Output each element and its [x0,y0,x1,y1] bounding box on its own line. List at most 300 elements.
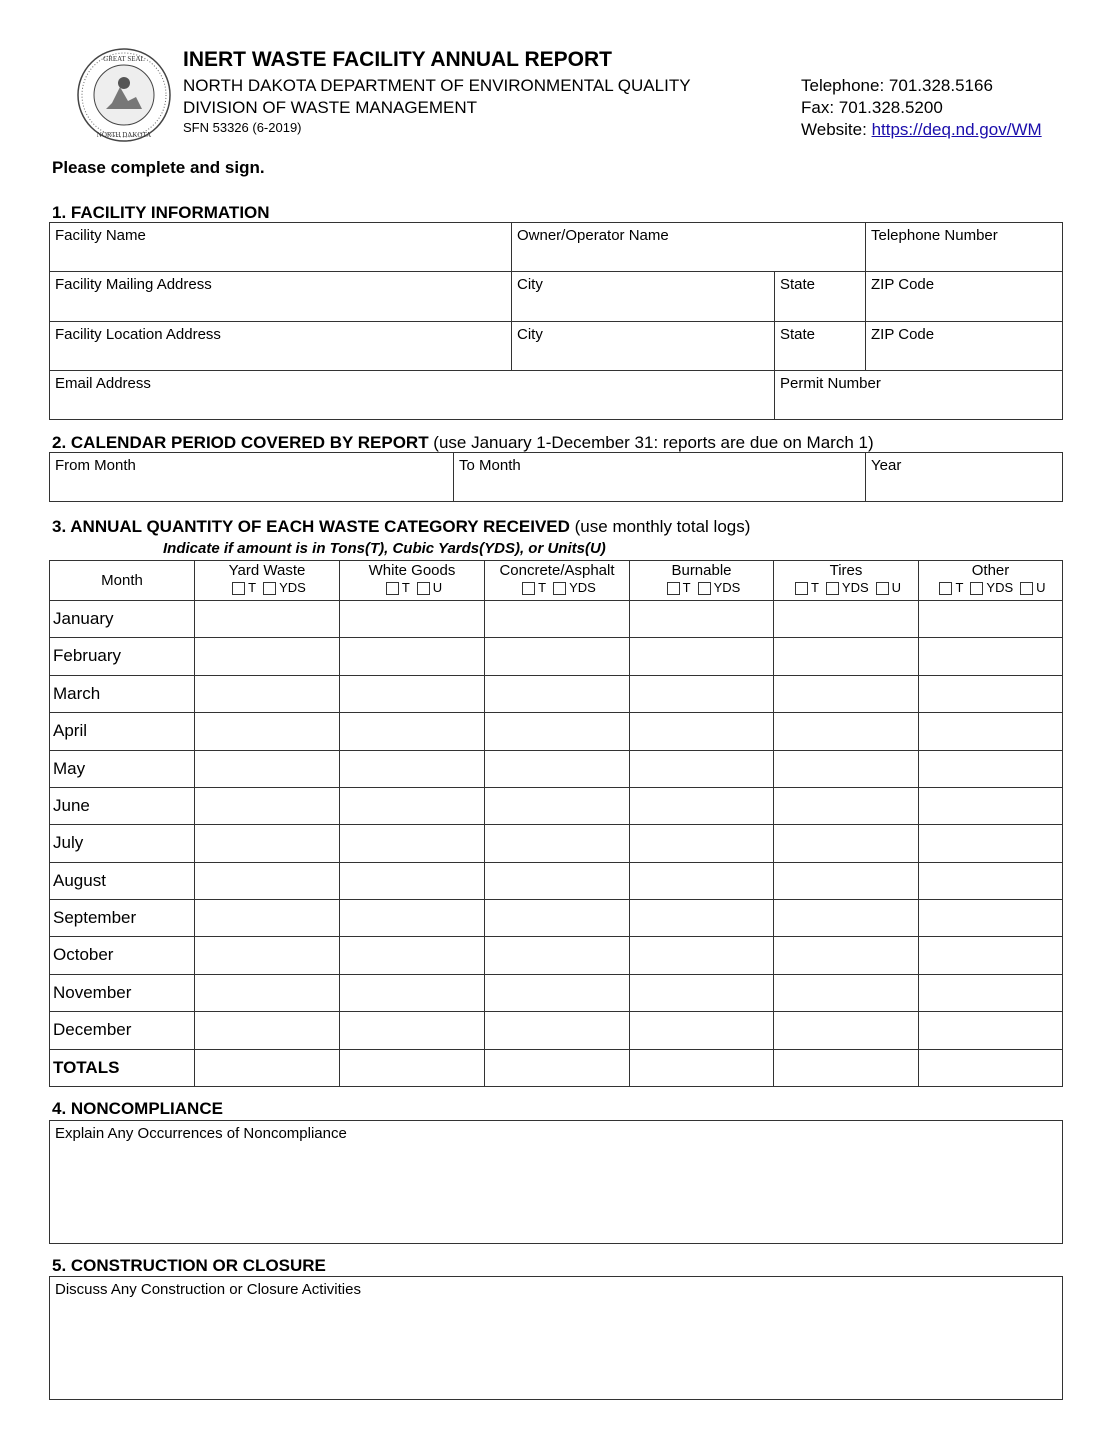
quantity-cell [484,1011,630,1049]
unit-label: T [810,580,819,595]
section2-note: (use January 1-December 31: reports are due on March 1) [428,433,874,452]
quantity-input[interactable] [778,719,914,741]
month-label: August [53,870,106,890]
mailing-city-input[interactable] [516,296,770,318]
facility-name-input[interactable] [54,246,507,268]
quantity-cell [194,712,340,750]
unit-label: T [401,580,410,595]
mailing-zip-input[interactable] [870,296,1058,318]
quantity-input[interactable] [634,682,769,704]
quantity-input[interactable] [344,869,480,891]
quantity-input[interactable] [199,906,335,928]
year-label: Year [871,457,902,474]
burnable-yds-checkbox[interactable] [698,582,711,595]
quantity-input[interactable] [923,682,1058,704]
quantity-input[interactable] [778,794,914,816]
to-month-input[interactable] [458,476,861,498]
mailing-city-cell [511,271,775,322]
quantity-input[interactable] [489,943,625,965]
quantity-input[interactable] [489,1056,625,1078]
column-header-yard-waste [194,560,340,601]
quantity-cell [194,824,340,862]
quantity-cell [773,712,919,750]
quantity-input[interactable] [778,1018,914,1040]
month-label: May [53,758,86,778]
column-header-tires [773,560,919,601]
quantity-input[interactable] [344,906,480,928]
location-city-input[interactable] [516,345,770,367]
yard-waste-t-checkbox[interactable] [232,582,245,595]
month-row-label-cell [49,899,195,937]
quantity-cell [918,824,1063,862]
quantity-input[interactable] [489,869,625,891]
quantity-cell [773,675,919,713]
quantity-cell [484,974,630,1012]
quantity-cell [918,936,1063,974]
month-label: November [53,982,132,1002]
quantity-input[interactable] [778,869,914,891]
month-label: February [53,646,122,666]
quantity-cell [629,675,774,713]
quantity-cell [339,675,485,713]
quantity-input[interactable] [778,943,914,965]
unit-options [919,580,1062,596]
quantity-cell [773,600,919,638]
quantity-input[interactable] [634,869,769,891]
location-state-input[interactable] [779,345,861,367]
email-address-cell [49,370,775,420]
quantity-cell [484,862,630,900]
unit-label: YDS [569,580,596,595]
quantity-input[interactable] [778,607,914,629]
quantity-cell [339,750,485,788]
quantity-cell [339,1049,485,1087]
construction-label: Discuss Any Construction or Closure Activities [55,1281,361,1298]
quantity-input[interactable] [634,719,769,741]
quantity-cell [484,824,630,862]
quantity-input[interactable] [489,719,625,741]
quantity-cell [629,1011,774,1049]
column-label: Tires [829,562,863,579]
division-name: DIVISION OF WASTE MANAGEMENT [183,98,478,117]
quantity-input[interactable] [199,644,335,666]
column-label: Yard Waste [228,562,306,579]
quantity-cell [194,600,340,638]
quantity-cell [339,974,485,1012]
quantity-cell [773,899,919,937]
quantity-input[interactable] [489,831,625,853]
quantity-input[interactable] [199,794,335,816]
quantity-cell [918,712,1063,750]
concrete-asphalt-t-checkbox[interactable] [522,582,535,595]
quantity-input[interactable] [344,757,480,779]
quantity-input[interactable] [489,981,625,1003]
quantity-input[interactable] [199,719,335,741]
unit-label: U [432,580,443,595]
quantity-cell [484,899,630,937]
month-row-label-cell [49,675,195,713]
telephone-number-input[interactable] [870,246,1058,268]
white-goods-t-checkbox[interactable] [386,582,399,595]
quantity-input[interactable] [634,981,769,1003]
section2-title: 2. CALENDAR PERIOD COVERED BY REPORT [52,433,429,452]
quantity-input[interactable] [634,943,769,965]
unit-label: YDS [713,580,741,595]
mailing-state-cell [774,271,866,322]
quantity-cell [918,899,1063,937]
quantity-input[interactable] [778,757,914,779]
quantity-input[interactable] [489,906,625,928]
department-name: NORTH DAKOTA DEPARTMENT OF ENVIRONMENTAL QUALITY [183,76,691,95]
quantity-input[interactable] [199,981,335,1003]
month-label: June [53,795,90,815]
location-city-label: City [517,326,543,343]
month-label: April [53,721,88,741]
quantity-input[interactable] [923,869,1058,891]
unit-label: U [891,580,902,595]
month-row-label-cell [49,712,195,750]
month-label: July [53,833,84,853]
quantity-cell [339,899,485,937]
location-zip-cell [865,321,1063,371]
quantity-cell [484,1049,630,1087]
quantity-input[interactable] [199,1018,335,1040]
construction-textarea[interactable] [54,1301,1058,1395]
section4-heading: 4. NONCOMPLIANCE [52,1099,223,1118]
column-header-other [918,560,1063,601]
construction-box [49,1276,1063,1400]
quantity-cell [918,750,1063,788]
quantity-input[interactable] [489,644,625,666]
month-header: Month [49,560,195,601]
quantity-input[interactable] [923,644,1058,666]
unit-label: YDS [841,580,869,595]
quantity-cell [918,1049,1063,1087]
quantity-input[interactable] [778,831,914,853]
mailing-address-label: Facility Mailing Address [55,276,212,293]
location-address-label: Facility Location Address [55,326,221,343]
telephone-contact: Telephone: 701.328.5166 [801,76,993,95]
quantity-input[interactable] [923,607,1058,629]
unit-label: YDS [279,580,306,595]
year-input[interactable] [870,476,1058,498]
quantity-input[interactable] [923,981,1058,1003]
quantity-cell [484,787,630,825]
section1-heading: 1. FACILITY INFORMATION [52,203,270,222]
quantity-cell [484,936,630,974]
unit-options [630,580,773,596]
quantity-cell [339,787,485,825]
quantity-input[interactable] [923,943,1058,965]
quantity-cell [918,974,1063,1012]
quantity-input[interactable] [778,682,914,704]
mailing-city-label: City [517,276,543,293]
quantity-input[interactable] [344,943,480,965]
totals-row-label-cell [49,1049,195,1087]
section3-title: 3. ANNUAL QUANTITY OF EACH WASTE CATEGORY RECEIVED [52,517,570,536]
tires-yds-checkbox[interactable] [826,582,839,595]
section3-heading [52,517,750,537]
quantity-input[interactable] [489,757,625,779]
white-goods-u-checkbox[interactable] [417,582,430,595]
quantity-input[interactable] [344,1056,480,1078]
quantity-input[interactable] [923,794,1058,816]
quantity-cell [629,712,774,750]
section3-note: (use monthly total logs) [569,517,751,536]
facility-name-label: Facility Name [55,227,146,244]
instruction-text: Please complete and sign. [52,158,265,177]
column-label: Other [971,562,1010,579]
from-month-label: From Month [55,457,136,474]
quantity-input[interactable] [199,869,335,891]
quantity-cell [773,637,919,675]
column-label: Concrete/Asphalt [499,562,615,579]
quantity-cell [773,824,919,862]
unit-options [340,580,484,596]
quantity-input[interactable] [923,1018,1058,1040]
telephone-number-cell [865,222,1063,272]
quantity-input[interactable] [778,1056,914,1078]
column-header-burnable [629,560,774,601]
month-row-label-cell [49,824,195,862]
yard-waste-yds-checkbox[interactable] [263,582,276,595]
quantity-input[interactable] [634,607,769,629]
location-zip-input[interactable] [870,345,1058,367]
quantity-cell [629,824,774,862]
quantity-input[interactable] [634,794,769,816]
state-seal-logo [76,47,172,143]
quantity-input[interactable] [344,682,480,704]
quantity-cell [918,675,1063,713]
quantity-input[interactable] [634,1018,769,1040]
quantity-input[interactable] [199,1056,335,1078]
quantity-input[interactable] [344,831,480,853]
concrete-asphalt-yds-checkbox[interactable] [553,582,566,595]
quantity-cell [773,862,919,900]
website-contact [801,120,1042,140]
quantity-cell [339,862,485,900]
noncompliance-box [49,1120,1063,1244]
quantity-cell [773,936,919,974]
month-label: October [53,945,114,965]
quantity-input[interactable] [634,644,769,666]
permit-number-input[interactable] [779,394,1058,416]
quantity-cell [773,1011,919,1049]
owner-operator-name-input[interactable] [516,246,861,268]
noncompliance-textarea[interactable] [54,1145,1058,1239]
quantity-cell [773,1049,919,1087]
to-month-cell [453,452,866,502]
quantity-cell [484,750,630,788]
quantity-input[interactable] [344,607,480,629]
quantity-cell [194,787,340,825]
quantity-input[interactable] [634,757,769,779]
quantity-cell [918,862,1063,900]
quantity-cell [194,1011,340,1049]
unit-label: T [248,580,257,595]
unit-label: T [682,580,691,595]
month-row-label-cell [49,637,195,675]
quantity-cell [339,824,485,862]
quantity-cell [339,936,485,974]
section5-heading: 5. CONSTRUCTION OR CLOSURE [52,1256,326,1275]
month-row-label-cell [49,936,195,974]
quantity-cell [773,787,919,825]
svg-text:GREAT SEAL: GREAT SEAL [103,55,145,63]
quantity-input[interactable] [778,981,914,1003]
quantity-cell [773,750,919,788]
quantity-cell [194,750,340,788]
year-cell [865,452,1063,502]
from-month-cell [49,452,454,502]
quantity-input[interactable] [344,794,480,816]
quantity-cell [629,936,774,974]
location-state-cell [774,321,866,371]
location-address-cell [49,321,512,371]
quantity-cell [918,637,1063,675]
quantity-input[interactable] [199,831,335,853]
quantity-input[interactable] [634,906,769,928]
other-u-checkbox[interactable] [1020,582,1033,595]
quantity-cell [339,600,485,638]
quantity-input[interactable] [489,1018,625,1040]
form-number: SFN 53326 (6-2019) [183,120,302,135]
permit-number-label: Permit Number [780,375,881,392]
quantity-input[interactable] [344,981,480,1003]
from-month-input[interactable] [54,476,449,498]
quantity-input[interactable] [344,644,480,666]
unit-options [195,580,339,596]
quantity-cell [629,899,774,937]
telephone-number-label: Telephone Number [871,227,998,244]
quantity-cell [194,862,340,900]
month-row-label-cell [49,974,195,1012]
quantity-input[interactable] [199,943,335,965]
quantity-input[interactable] [489,794,625,816]
month-row-label-cell [49,787,195,825]
quantity-input[interactable] [778,906,914,928]
quantity-cell [484,675,630,713]
mailing-state-input[interactable] [779,296,861,318]
unit-options [485,580,629,596]
quantity-cell [773,974,919,1012]
burnable-t-checkbox[interactable] [667,582,680,595]
mailing-zip-cell [865,271,1063,322]
column-header-white-goods [339,560,485,601]
quantity-cell [629,1049,774,1087]
totals-label: TOTALS [53,1057,120,1077]
owner-operator-name-cell [511,222,866,272]
quantity-input[interactable] [489,607,625,629]
form-title: INERT WASTE FACILITY ANNUAL REPORT [183,48,612,71]
location-address-input[interactable] [54,345,507,367]
quantity-cell [194,974,340,1012]
noncompliance-label: Explain Any Occurrences of Noncompliance [55,1125,347,1142]
month-label: September [53,908,137,928]
location-city-cell [511,321,775,371]
mailing-zip-label: ZIP Code [871,276,935,293]
quantity-input[interactable] [923,719,1058,741]
fax-contact: Fax: 701.328.5200 [801,98,943,117]
tires-t-checkbox[interactable] [795,582,808,595]
quantity-cell [194,637,340,675]
quantity-cell [629,637,774,675]
quantity-cell [629,862,774,900]
mailing-state-label: State [780,276,816,293]
month-row-label-cell [49,600,195,638]
quantity-cell [629,600,774,638]
quantity-input[interactable] [199,682,335,704]
quantity-input[interactable] [778,644,914,666]
quantity-input[interactable] [923,757,1058,779]
email-address-input[interactable] [54,394,770,416]
quantity-cell [194,936,340,974]
quantity-cell [194,899,340,937]
svg-text:NORTH DAKOTA: NORTH DAKOTA [96,131,152,139]
quantity-cell [629,750,774,788]
quantity-cell [339,1011,485,1049]
owner-operator-name-label: Owner/Operator Name [517,227,669,244]
unit-label: T [538,580,547,595]
mailing-address-cell [49,271,512,322]
website-label: Website: [801,120,872,139]
quantity-input[interactable] [199,757,335,779]
mailing-address-input[interactable] [54,296,507,318]
month-row-label-cell [49,750,195,788]
month-row-label-cell [49,1011,195,1049]
to-month-label: To Month [459,457,521,474]
quantity-input[interactable] [634,831,769,853]
tires-u-checkbox[interactable] [876,582,889,595]
quantity-cell [629,974,774,1012]
quantity-input[interactable] [923,906,1058,928]
quantity-input[interactable] [344,1018,480,1040]
unit-label: T [955,580,964,595]
quantity-input[interactable] [923,1056,1058,1078]
quantity-input[interactable] [199,607,335,629]
quantity-input[interactable] [344,719,480,741]
quantity-input[interactable] [923,831,1058,853]
other-yds-checkbox[interactable] [970,582,983,595]
quantity-cell [339,637,485,675]
quantity-cell [484,712,630,750]
quantity-input[interactable] [634,1056,769,1078]
section2-heading [52,433,874,453]
email-address-label: Email Address [55,375,151,392]
column-label: White Goods [368,562,456,579]
website-link[interactable]: https://deq.nd.gov/WM [871,120,1042,139]
permit-number-cell [774,370,1063,420]
quantity-cell [629,787,774,825]
month-label: March [53,683,101,703]
unit-label: U [1036,580,1046,595]
quantity-cell [194,675,340,713]
unit-options [774,580,918,596]
column-header-concrete-asphalt [484,560,630,601]
quantity-input[interactable] [489,682,625,704]
quantity-cell [918,1011,1063,1049]
location-zip-label: ZIP Code [871,326,935,343]
column-label: Burnable [671,562,732,579]
location-state-label: State [780,326,816,343]
month-label: January [53,609,114,628]
quantity-cell [484,637,630,675]
month-row-label-cell [49,862,195,900]
other-t-checkbox[interactable] [939,582,952,595]
quantity-cell [918,600,1063,638]
facility-name-cell [49,222,512,272]
unit-label: YDS [986,580,1014,595]
